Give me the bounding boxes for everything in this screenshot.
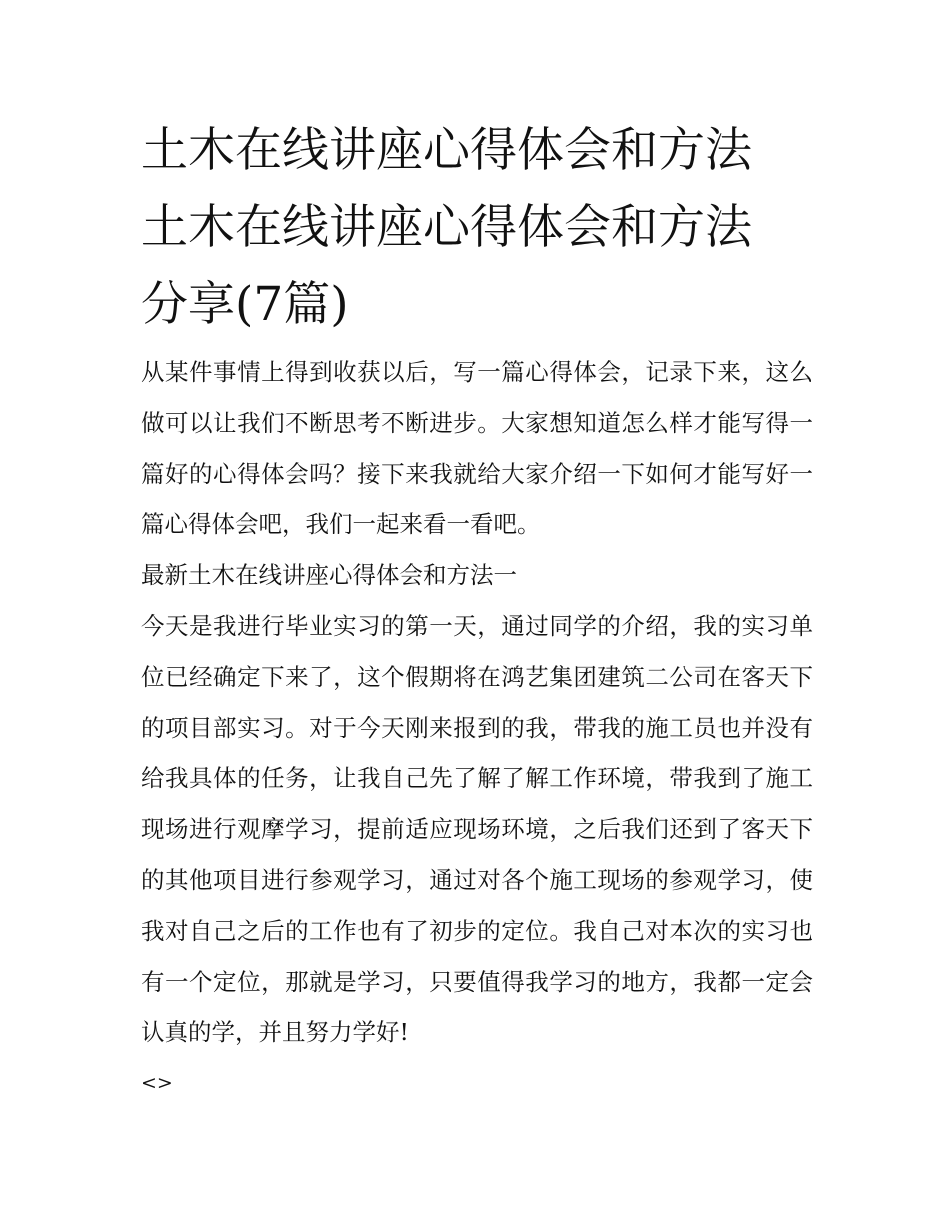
intro-paragraph: 从某件事情上得到收获以后，写一篇心得体会，记录下来，这么做可以让我们不断思考不断进步。大家想知道怎么样才能写得一篇好的心得体会吗？接下来我就给大家介绍一下如何才能写好一篇心得体会吧，我们一起来看一看吧。	[141, 358, 813, 539]
document-title	[141, 112, 813, 343]
title-line-3: 分享(7篇)	[141, 277, 349, 332]
title-line-1: 土木在线讲座心得体会和方法	[141, 123, 752, 178]
document-page	[141, 112, 813, 1108]
section-paragraph: 今天是我进行毕业实习的第一天，通过同学的介绍，我的实习单位已经确定下来了，这个假期将在鸿艺集团建筑二公司在客天下的项目部实习。对于今天刚来报到的我，带我的施工员也并没有给我具体的任务，让我自己先了解了解工作环境，带我到了施工现场进行观摩学习，提前适应现场环境，之后我们还到了客天下的其他项目进行参观学习，通过对各个施工现场的参观学习，使我对自己之后的工作也有了初步的定位。我自己对本次的实习也有一个定位，那就是学习，只要值得我学习的地方，我都一定会认真的学，并且努力学好!	[141, 611, 813, 1047]
title-line-2: 土木在线讲座心得体会和方法	[141, 200, 752, 255]
tail-mark: <>	[141, 1072, 173, 1095]
section-heading: 最新土木在线讲座心得体会和方法一	[141, 561, 517, 590]
